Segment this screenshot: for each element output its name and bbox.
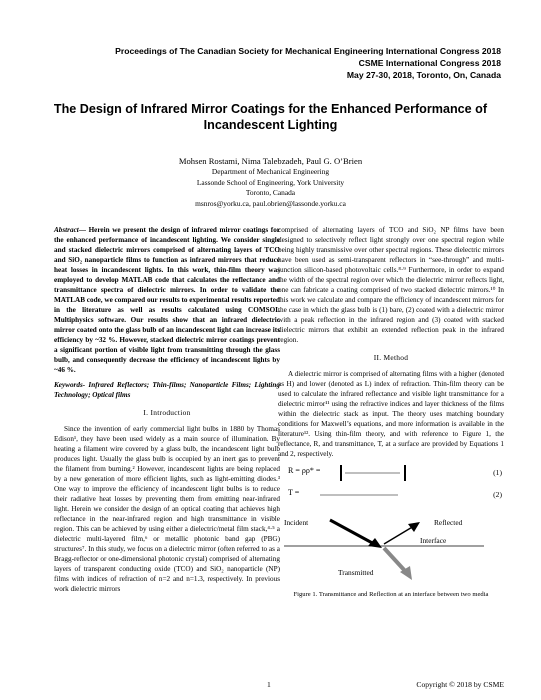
affiliation-school: Lassonde School of Engineering, York University bbox=[196, 177, 345, 187]
conference-header bbox=[115, 45, 501, 81]
affiliation-emails: msnros@yorku.ca, paul.obrien@lassonde.yorku.ca bbox=[195, 198, 346, 208]
label-transmitted: Transmitted bbox=[338, 568, 374, 577]
figure-1-diagram bbox=[278, 510, 504, 586]
reflected-arrow bbox=[384, 526, 414, 544]
label-interface: Interface bbox=[420, 536, 447, 545]
label-reflected: Reflected bbox=[434, 518, 463, 527]
equation-1-number: (1) bbox=[493, 468, 502, 477]
title-line-1: The Design of Infrared Mirror Coatings for the Enhanced Performance of bbox=[53, 102, 488, 116]
authors: Mohsen Rostami, Nima Talebzadeh, Paul G. O’Brien bbox=[178, 156, 363, 166]
affiliation bbox=[40, 167, 501, 209]
abstract-text: — Herein we present the design of infrared mirror coatings for the enhanced performance of incandescent lighting. We consider single and stacked dielectric mirrors comprised of alternating layers of TCO and SiO₂ nanoparticle films to function as infrared mirrors that reduce heat losses in incandescent lights. In this work, thin-film theory was employed to develop MATLAB code that calculates the reflectance and transmittance spectra of dielectric mirrors. In order to validate the MATLAB code, we compared our results to experimental results reported in the literature as well as results calculated using COMSOL Multiphysics software. Our results show that an infrared dielectric mirror coated onto the glass bulb of an incandescent light can increase its efficiency by ~32 %. However, stacked dielectric mirror coatings prevent a significant portion of visible light from transmitting through the glass bulb, and consequently decrease the efficiency of incandescent lights by ~46 %. bbox=[54, 226, 280, 374]
reflected-arrowhead bbox=[408, 522, 420, 532]
affiliation-city: Toronto, Canada bbox=[245, 188, 296, 197]
right-column bbox=[278, 225, 504, 599]
figure-1-caption: Figure 1. Transmittance and Reflection at an interface between two media bbox=[293, 591, 489, 598]
abstract-label: Abstract bbox=[54, 226, 79, 234]
equation-1-fraction bbox=[340, 464, 410, 482]
section-heading-introduction: I. Introduction bbox=[143, 408, 191, 417]
abstract bbox=[54, 225, 280, 375]
transmitted-arrow bbox=[384, 548, 406, 572]
introduction-paragraph: Since the invention of early commercial light bulbs in 1880 by Thomas Edison¹, they have been used widely as a main source of illumination. By heating a filament wire covered by a glass bulb, the incandescent light bulb produces light. Usually the glass bulb is occupied by an inert gas to prevent the filament from burning.² However, incandescent lights are being replaced by a new generation of more efficient lights, such as light-emitting diodes.³ One way to improve the efficiency of incandescent light bulbs is to reduce their radiative heat losses by preventing them from emitting near-infrared light. Herein we consider the design of an optical coating that achieves high reflectance in the near-infrared region and high transmittance in visible region. This can be achieved by using either a dielectric/metal film stack,⁴·⁵ a dielectric multi-layered film,⁶ or metallic photonic band gap (PBG) structures⁷. In this study, we focus on a dielectric mirror (often referred to as a Bragg-reflector or one-dimensional photonic crystal) comprised of alternating layers of transparent conducting oxide (TCO) and SiO₂ nanoparticle (NP) films with indices of refraction of n=2 and n=1.3, respectively. In previous work dielectric mirrors bbox=[54, 425, 280, 593]
header-line-2: CSME International Congress 2018 bbox=[358, 58, 501, 68]
header-line-3: May 27-30, 2018, Toronto, On, Canada bbox=[346, 70, 501, 80]
equation-2-lhs: T = bbox=[288, 488, 300, 497]
keywords: Keywords- Infrared Reflectors; Thin-films; Nanoparticle Films; Lighting Technology; Optical films bbox=[54, 381, 280, 399]
paper-title bbox=[40, 101, 501, 133]
equation-1-lhs: R = ρρ* = bbox=[288, 466, 321, 475]
affiliation-dept: Department of Mechanical Engineering bbox=[211, 167, 330, 176]
equation-2-number: (2) bbox=[493, 490, 502, 499]
equation-1 bbox=[278, 464, 504, 482]
right-paragraph-1: comprised of alternating layers of TCO and SiO₂ NP films have been designed to selectively reflect light strongly over one spectral region while being highly transmissive over other spectral regions. These dielectric mirrors have been used as semi-transparent reflectors in “see-through” and multi-junction silicon-based photovoltaic cells.⁸·⁹ Furthermore, in order to expand the width of the spectral region over which the dielectric mirror reflects light, one can fabricate a coating comprised of two stacked dielectric mirrors.¹⁰ In this work we calculate and compare the efficiency of incandescent mirrors for the case in which the glass bulb is (1) bare, (2) coated with a dielectric mirror with a peak reflection in the infrared region and (3) coated with stacked dielectric mirrors that exhibit an extended reflection peak in the infrared region. bbox=[278, 226, 504, 344]
figure-1 bbox=[278, 510, 504, 586]
equation-2 bbox=[278, 486, 504, 504]
header-line-1: Proceedings of The Canadian Society for Mechanical Engineering International Congress 2018 bbox=[115, 46, 501, 56]
section-heading-method: II. Method bbox=[373, 353, 409, 362]
equation-2-fraction bbox=[318, 486, 408, 504]
incident-arrow bbox=[330, 520, 376, 545]
method-paragraph: A dielectric mirror is comprised of alternating films with a higher (denoted as H) and lower (denoted as L) index of refraction. Thin-film theory can be used to calculate the infrared reflectance and visible light transmittance for a dielectric mirror¹¹ using the refractive indices and layer thickness of the films within the dielectric stack as input. The theory uses matching boundary conditions for Maxwell’s equations, and more information is available in the literature¹². Using thin-film theory, and with reference to Figure 1, the reflectance, R, and transmittance, T, at a surface are provided by Equations 1 and 2, respectively. bbox=[278, 370, 504, 458]
page-number: 1 bbox=[267, 680, 271, 689]
copyright-notice: Copyright © 2018 by CSME bbox=[416, 680, 504, 689]
title-line-2: Incandescent Lighting bbox=[203, 118, 338, 132]
left-column bbox=[54, 225, 280, 599]
label-incident: Incident bbox=[284, 518, 309, 527]
